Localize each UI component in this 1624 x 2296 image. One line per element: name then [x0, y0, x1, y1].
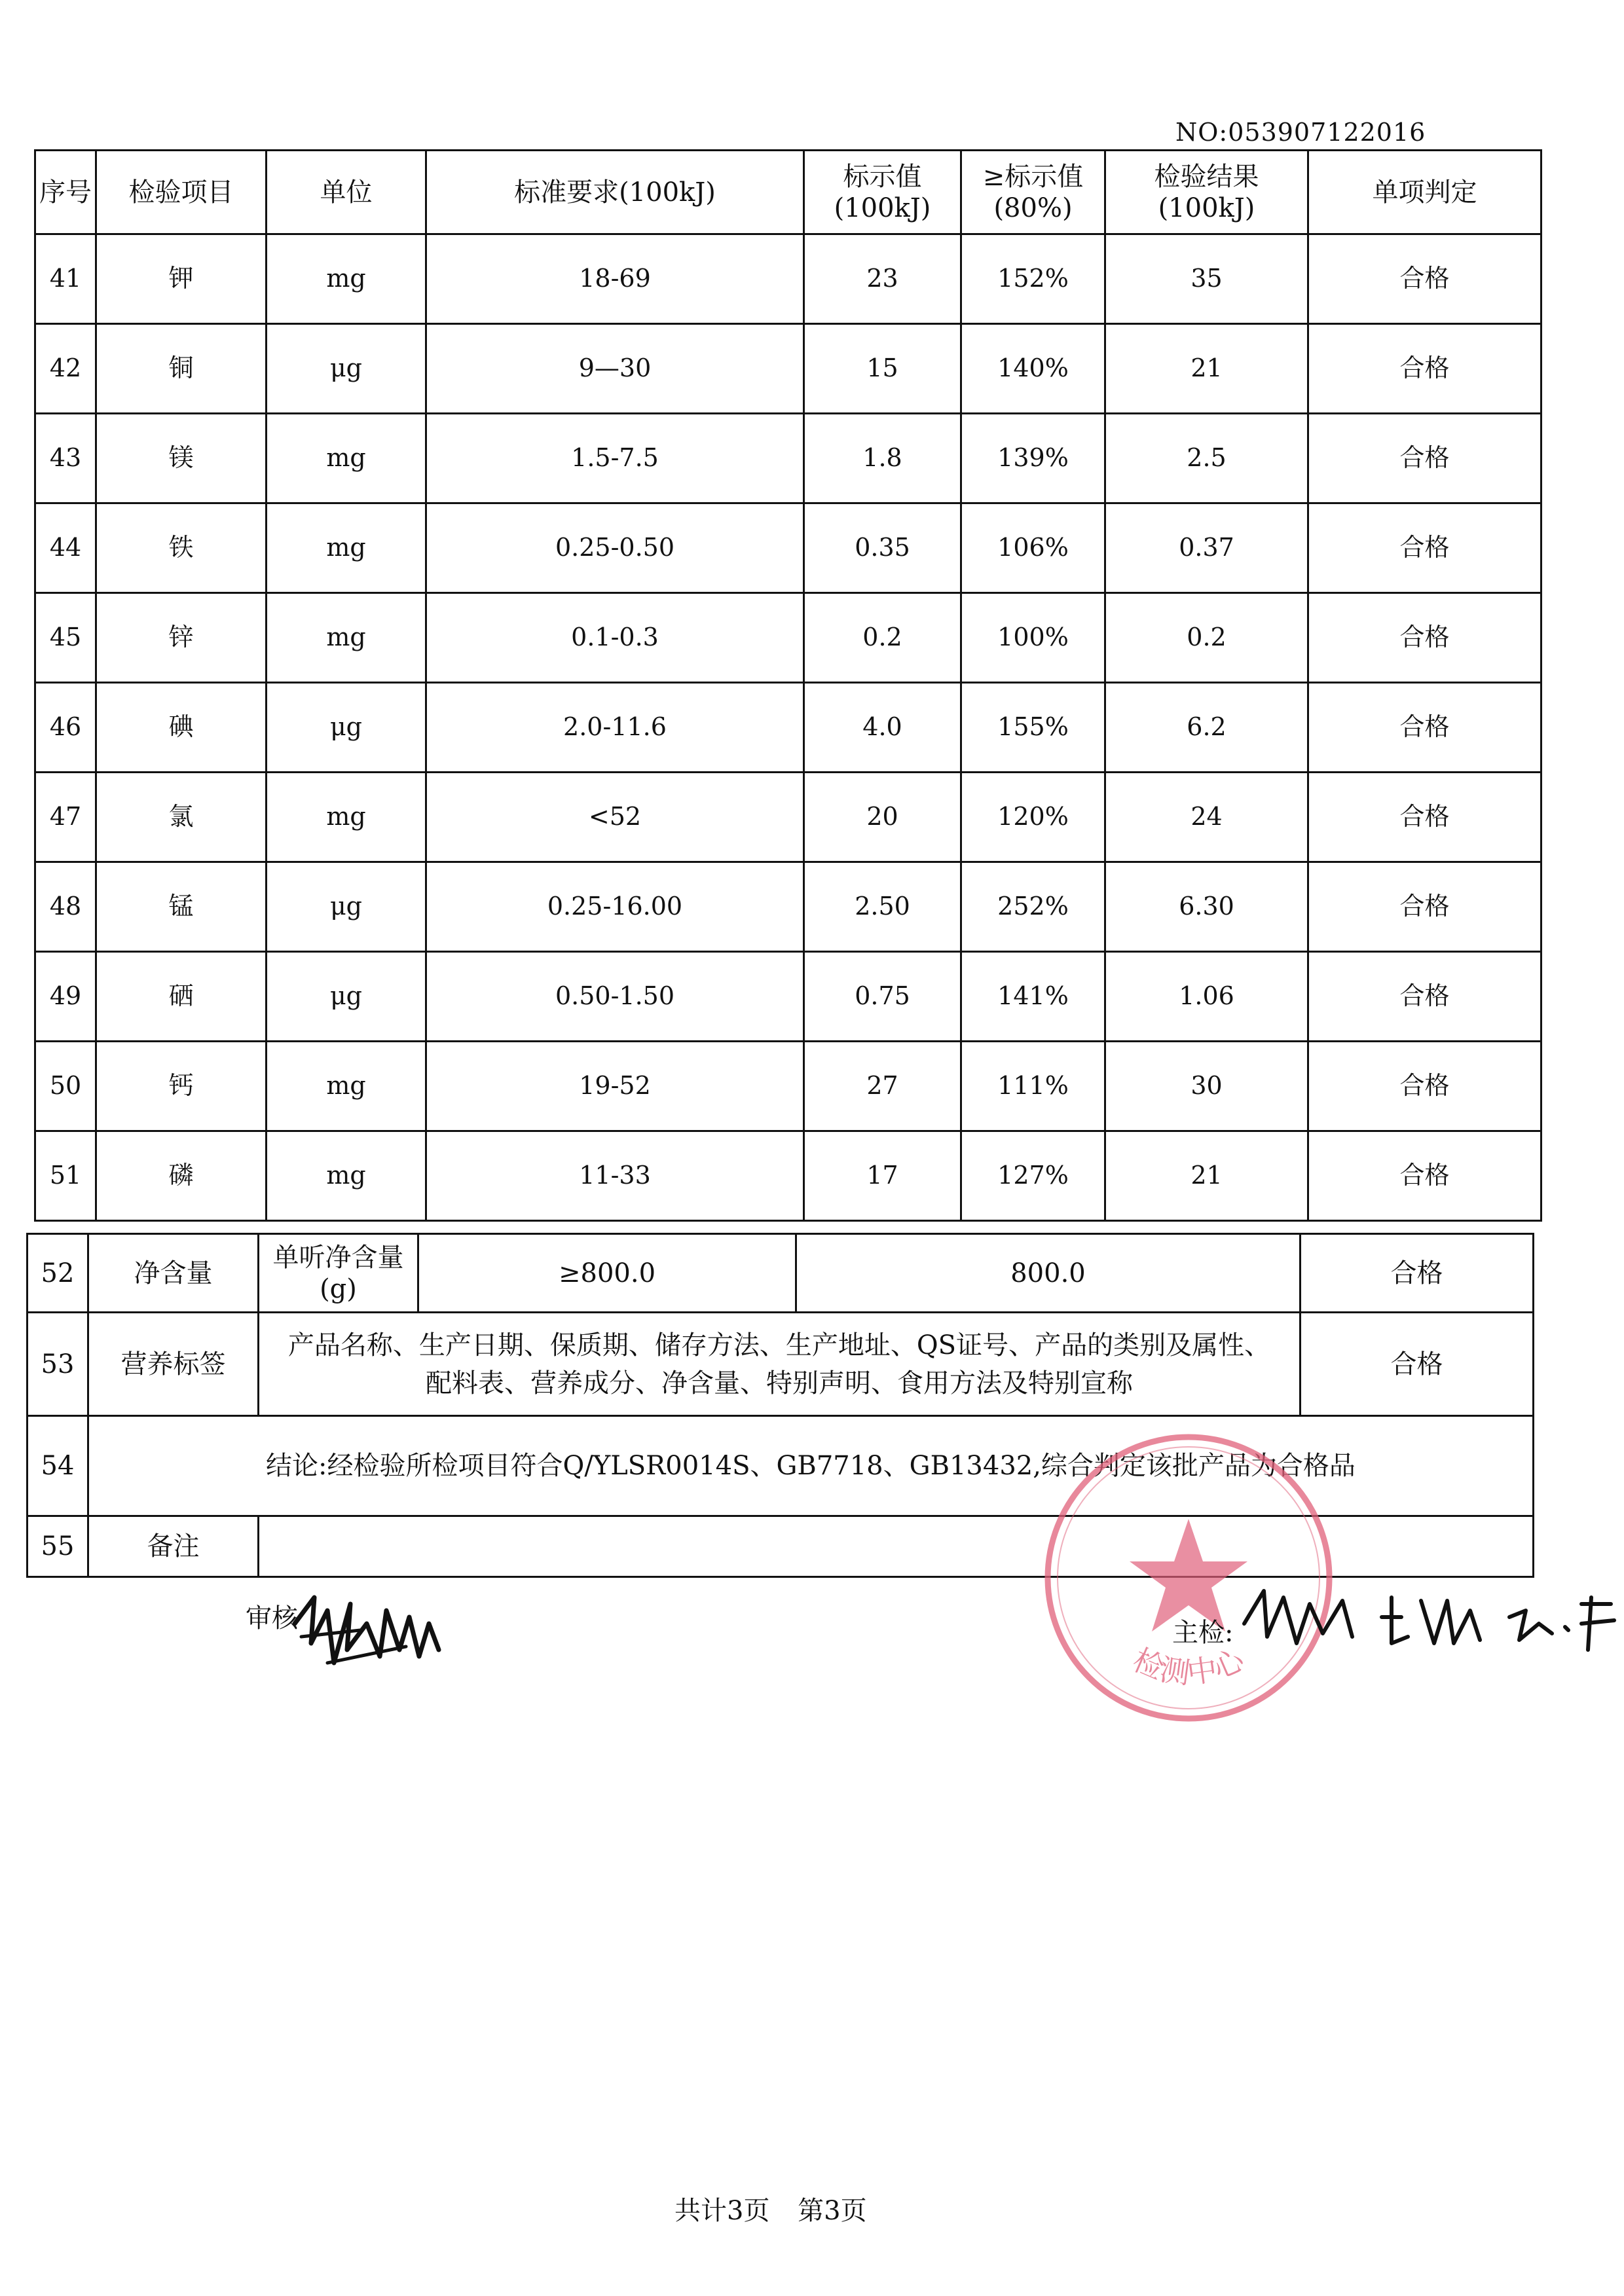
cell-result: 24 — [1105, 773, 1308, 862]
cell-judgement: 合格 — [1308, 414, 1541, 503]
cell-ratio: 111% — [961, 1042, 1105, 1131]
cell-unit — [259, 1234, 418, 1313]
cell-ratio: 155% — [961, 683, 1105, 773]
header-label-value-line2: (100kJ) — [834, 192, 931, 223]
cell-item: 净含量 — [88, 1234, 259, 1313]
cell-result: 800.0 — [796, 1234, 1301, 1313]
cell-seq: 44 — [35, 503, 96, 593]
cell-standard: 0.1-0.3 — [426, 593, 804, 683]
cell-ratio: 100% — [961, 593, 1105, 683]
cell-item: 铁 — [96, 503, 267, 593]
cell-label-value: 0.75 — [804, 952, 961, 1042]
cell-remark-value — [259, 1516, 1534, 1577]
header-result — [1105, 151, 1308, 234]
cell-unit: mg — [267, 503, 426, 593]
cell-item: 营养标签 — [88, 1313, 259, 1416]
cell-result: 0.37 — [1105, 503, 1308, 593]
cell-judgement: 合格 — [1301, 1313, 1534, 1416]
cell-unit: μg — [267, 683, 426, 773]
reviewer-signature — [288, 1584, 445, 1683]
results-table — [34, 149, 1542, 1222]
page-footer: 共计3页 第3页 — [674, 2196, 867, 2226]
table-row — [35, 952, 1541, 1042]
label-requirements-line1: 产品名称、生产日期、保质期、储存方法、生产地址、QS证号、产品的类别及属性、 — [287, 1330, 1271, 1360]
cell-result: 2.5 — [1105, 414, 1308, 503]
stamp-text: 检测中心 — [1128, 1643, 1249, 1690]
table-row-nutrition-label — [28, 1313, 1534, 1416]
cell-judgement: 合格 — [1308, 1042, 1541, 1131]
cell-ratio: 141% — [961, 952, 1105, 1042]
cell-standard: 2.0-11.6 — [426, 683, 804, 773]
cell-judgement: 合格 — [1301, 1234, 1534, 1313]
cell-standard: 0.50-1.50 — [426, 952, 804, 1042]
cell-unit: mg — [267, 414, 426, 503]
cell-ratio: 152% — [961, 234, 1105, 324]
cell-seq: 50 — [35, 1042, 96, 1131]
cell-seq: 54 — [28, 1416, 88, 1516]
cell-result: 35 — [1105, 234, 1308, 324]
report-number — [1175, 118, 1426, 147]
cell-result: 1.06 — [1105, 952, 1308, 1042]
header-ratio — [961, 151, 1105, 234]
header-label-value-line1: 标示值 — [843, 161, 922, 192]
cell-ratio: 139% — [961, 414, 1105, 503]
header-row — [35, 151, 1541, 234]
header-ratio-line2: (80%) — [993, 192, 1073, 223]
inspector-signatures — [1238, 1571, 1617, 1663]
cell-judgement: 合格 — [1308, 503, 1541, 593]
cell-seq: 48 — [35, 862, 96, 952]
cell-standard: <52 — [426, 773, 804, 862]
header-seq: 序号 — [35, 151, 96, 234]
cell-item: 硒 — [96, 952, 267, 1042]
cell-unit-line2: (g) — [320, 1273, 357, 1304]
svg-text:检测中心 — [1128, 1643, 1250, 1690]
cell-label-value: 20 — [804, 773, 961, 862]
cell-result: 30 — [1105, 1042, 1308, 1131]
cell-label-value: 2.50 — [804, 862, 961, 952]
cell-seq: 42 — [35, 324, 96, 414]
cell-judgement: 合格 — [1308, 773, 1541, 862]
cell-conclusion: 结论:经检验所检项目符合Q/YLSR0014S、GB7718、GB13432,综合判定该批产品为合格品 — [88, 1416, 1534, 1516]
cell-seq: 45 — [35, 593, 96, 683]
cell-seq: 43 — [35, 414, 96, 503]
cell-label-value: 23 — [804, 234, 961, 324]
cell-unit: mg — [267, 1042, 426, 1131]
cell-standard: 11-33 — [426, 1131, 804, 1221]
cell-unit: mg — [267, 773, 426, 862]
cell-label-value: 0.2 — [804, 593, 961, 683]
label-requirements-line2: 配料表、营养成分、净含量、特别声明、食用方法及特别宣称 — [426, 1368, 1133, 1398]
cell-item: 碘 — [96, 683, 267, 773]
cell-label-value: 1.8 — [804, 414, 961, 503]
cell-item: 钾 — [96, 234, 267, 324]
header-unit: 单位 — [267, 151, 426, 234]
table-row — [35, 414, 1541, 503]
cell-seq: 49 — [35, 952, 96, 1042]
cell-item: 锰 — [96, 862, 267, 952]
cell-unit: μg — [267, 324, 426, 414]
report-number-value: 053907122016 — [1228, 118, 1426, 147]
cell-item: 铜 — [96, 324, 267, 414]
cell-judgement: 合格 — [1308, 593, 1541, 683]
table-row — [35, 503, 1541, 593]
table-row — [35, 234, 1541, 324]
cell-item: 磷 — [96, 1131, 267, 1221]
cell-unit: μg — [267, 952, 426, 1042]
cell-unit: mg — [267, 593, 426, 683]
cell-judgement: 合格 — [1308, 1131, 1541, 1221]
cell-seq: 46 — [35, 683, 96, 773]
cell-ratio: 252% — [961, 862, 1105, 952]
header-ratio-line1: ≥标示值 — [982, 161, 1084, 192]
cell-standard: 9—30 — [426, 324, 804, 414]
cell-ratio: 127% — [961, 1131, 1105, 1221]
cell-judgement: 合格 — [1308, 234, 1541, 324]
cell-item: 钙 — [96, 1042, 267, 1131]
header-standard: 标准要求(100kJ) — [426, 151, 804, 234]
cell-judgement: 合格 — [1308, 324, 1541, 414]
cell-standard: 19-52 — [426, 1042, 804, 1131]
cell-seq: 55 — [28, 1516, 88, 1577]
cell-label-value: 17 — [804, 1131, 961, 1221]
cell-item: 氯 — [96, 773, 267, 862]
cell-standard: 18-69 — [426, 234, 804, 324]
cell-result: 21 — [1105, 324, 1308, 414]
cell-ratio: 106% — [961, 503, 1105, 593]
cell-label-value: 4.0 — [804, 683, 961, 773]
cell-label-value: 15 — [804, 324, 961, 414]
table-row-net-content — [28, 1234, 1534, 1313]
cell-ratio: 140% — [961, 324, 1105, 414]
table-row — [35, 773, 1541, 862]
cell-unit-line1: 单听净含量 — [272, 1242, 404, 1273]
cell-seq: 52 — [28, 1234, 88, 1313]
cell-judgement: 合格 — [1308, 862, 1541, 952]
table-row — [35, 593, 1541, 683]
table-row — [35, 1042, 1541, 1131]
cell-seq: 51 — [35, 1131, 96, 1221]
reviewer-label: 审核 — [246, 1603, 298, 1633]
table-row — [35, 324, 1541, 414]
cell-item: 镁 — [96, 414, 267, 503]
cell-seq: 47 — [35, 773, 96, 862]
inspector-label: 主检: — [1172, 1618, 1234, 1648]
cell-judgement: 合格 — [1308, 683, 1541, 773]
cell-standard: ≥800.0 — [418, 1234, 796, 1313]
cell-judgement: 合格 — [1308, 952, 1541, 1042]
cell-unit: mg — [267, 234, 426, 324]
header-judgement: 单项判定 — [1308, 151, 1541, 234]
cell-result: 6.2 — [1105, 683, 1308, 773]
cell-standard: 0.25-0.50 — [426, 503, 804, 593]
table-row — [35, 862, 1541, 952]
cell-unit: μg — [267, 862, 426, 952]
cell-seq: 53 — [28, 1313, 88, 1416]
header-label-value — [804, 151, 961, 234]
cell-standard: 1.5-7.5 — [426, 414, 804, 503]
cell-label-value: 0.35 — [804, 503, 961, 593]
report-number-label: NO: — [1175, 118, 1228, 147]
table-row — [35, 1131, 1541, 1221]
cell-unit: mg — [267, 1131, 426, 1221]
cell-result: 21 — [1105, 1131, 1308, 1221]
header-result-line1: 检验结果 — [1154, 161, 1259, 192]
cell-label-value: 27 — [804, 1042, 961, 1131]
cell-result: 6.30 — [1105, 862, 1308, 952]
cell-label-requirements — [259, 1313, 1301, 1416]
table-row — [35, 683, 1541, 773]
header-item: 检验项目 — [96, 151, 267, 234]
header-result-line2: (100kJ) — [1158, 192, 1255, 223]
cell-item: 备注 — [88, 1516, 259, 1577]
cell-seq: 41 — [35, 234, 96, 324]
cell-item: 锌 — [96, 593, 267, 683]
cell-result: 0.2 — [1105, 593, 1308, 683]
cell-ratio: 120% — [961, 773, 1105, 862]
cell-standard: 0.25-16.00 — [426, 862, 804, 952]
